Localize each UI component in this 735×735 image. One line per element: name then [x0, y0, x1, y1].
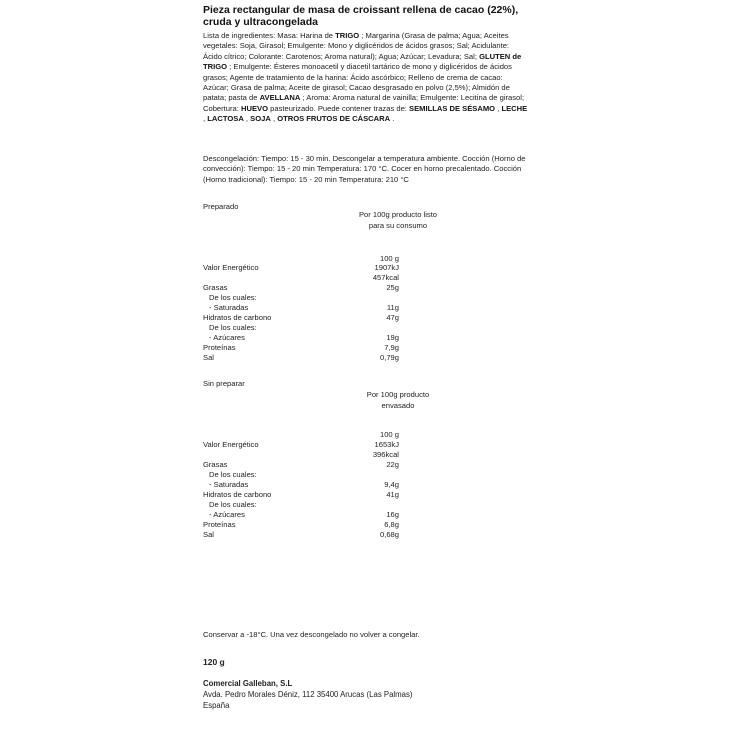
sugars-label: - Azúcares	[209, 510, 245, 519]
company-country: España	[203, 701, 230, 710]
carbs-label: Hidratos de carbono	[203, 490, 272, 499]
fat-label: Grasas	[203, 283, 228, 292]
saturated-label: - Saturadas	[209, 303, 249, 312]
ingredient-text: ,	[495, 103, 502, 113]
product-label	[199, 0, 533, 735]
protein-label: Proteínas	[203, 520, 236, 529]
portion: 100 g	[379, 430, 399, 439]
ingredient-text: ; Aroma: Aroma natural de vainilla; Emulgente: Lecitina de girasol; Cobertura:	[203, 93, 525, 113]
of-which-label: De los cuales:	[209, 470, 257, 479]
allergen: SOJA	[250, 114, 271, 124]
allergen: GLUTEN de TRIGO	[203, 51, 522, 72]
column-header-line2: para su consumo	[368, 220, 428, 230]
energy-kcal: 457kcal	[372, 273, 399, 282]
allergen: LECHE	[501, 103, 528, 113]
column-header	[333, 210, 463, 231]
allergen: AVELLANA	[259, 93, 301, 103]
portion: 100 g	[379, 254, 399, 263]
ingredient-text: ; Emulgente: Ésteres monoacetil y diacetil tartárico de mono y diglicéridos de ácidos grasos; Agente de tratamiento de la harina: Ácido ascórbico; Relleno de crema de cacao: Azúcar; Grasa de palma; Aceite de girasol; Cacao desgrasado en polvo (2,5%); Almidón de patata; pasta de	[203, 62, 512, 103]
product-title: Pieza rectangular de masa de croissant rellena de cacao (22%), cruda y ultracongelada	[203, 4, 519, 28]
of-which-label: De los cuales:	[209, 500, 257, 509]
fat-value: 25g	[386, 283, 399, 292]
of-which-label: De los cuales:	[209, 323, 257, 332]
energy-label: Valor Energético	[203, 440, 259, 449]
protein-label: Proteínas	[203, 343, 236, 352]
ingredient-text: ,	[270, 114, 278, 124]
fat-value: 22g	[386, 460, 399, 469]
ingredients-list	[203, 31, 529, 125]
salt-value: 0,68g	[379, 530, 399, 539]
of-which-label: De los cuales:	[209, 293, 257, 302]
ingredient-text: ,	[243, 114, 251, 124]
storage-instructions: Conservar a -18°C. Una vez descongelado no volver a congelar.	[203, 630, 420, 639]
protein-value: 6,8g	[384, 520, 399, 529]
carbs-value: 47g	[386, 313, 399, 322]
column-header-line1: Por 100g producto listo	[358, 210, 438, 219]
net-weight: 120 g	[203, 657, 225, 667]
company-info	[203, 678, 412, 711]
column-header-line2: envasado	[381, 400, 415, 410]
allergen: TRIGO	[335, 31, 360, 40]
ingredient-text: Lista de ingredientes: Masa: Harina de	[203, 31, 336, 40]
saturated-value: 11g	[386, 303, 399, 312]
allergen: HUEVO	[241, 103, 269, 113]
ingredient-text: ; Margarina (Grasa de palma; Agua; Aceites vegetales: Soja, Girasol; Emulgente: Mono y diglicéridos de ácidos grasos; Sal; Acidulante: Ácido cítrico; Colorante: Carotenos; Aroma natural); Agua; Azúcar; Levadura; Sal;	[203, 31, 510, 61]
energy-kj: 1653kJ	[374, 440, 399, 449]
column-header-line1: Por 100g producto	[366, 390, 430, 399]
carbs-value: 41g	[386, 490, 399, 499]
sugars-label: - Azúcares	[209, 333, 245, 342]
preparation-instructions: Descongelación: Tiempo: 15 - 30 min. Descongelar a temperatura ambiente. Cocción (Horno de convección): Tiempo: 15 - 20 min Temperatura: 170 °C. Cocer en horno precalentado. Cocción (Horno tradicional): Tiempo: 15 - 20 min Temperatura: 210 °C	[203, 154, 526, 184]
section-label: Preparado	[203, 202, 239, 211]
allergen: SEMILLAS DE SÉSAMO	[409, 103, 496, 113]
energy-label: Valor Energético	[203, 263, 259, 272]
allergen: OTROS FRUTOS DE CÁSCARA	[277, 114, 391, 124]
salt-label: Sal	[203, 530, 214, 539]
company-name: Comercial Galleban, S.L	[203, 679, 293, 688]
allergen: LACTOSA	[207, 114, 244, 124]
energy-kcal: 396kcal	[372, 450, 399, 459]
salt-value: 0,79g	[379, 353, 399, 362]
sugars-value: 16g	[386, 510, 399, 519]
saturated-value: 9,4g	[384, 480, 399, 489]
ingredient-text: pasteurizado. Puede contener trazas de:	[268, 103, 410, 113]
company-address: Avda. Pedro Morales Déniz, 112 35400 Arucas (Las Palmas)	[203, 690, 413, 699]
salt-label: Sal	[203, 353, 214, 362]
sugars-value: 19g	[386, 333, 399, 342]
section-label: Sin preparar	[203, 379, 245, 388]
protein-value: 7,9g	[384, 343, 399, 352]
column-header	[343, 390, 453, 411]
ingredient-text: ,	[203, 114, 208, 124]
fat-label: Grasas	[203, 460, 228, 469]
carbs-label: Hidratos de carbono	[203, 313, 272, 322]
ingredient-text: .	[390, 114, 395, 124]
energy-kj: 1907kJ	[374, 263, 399, 272]
saturated-label: - Saturadas	[209, 480, 249, 489]
